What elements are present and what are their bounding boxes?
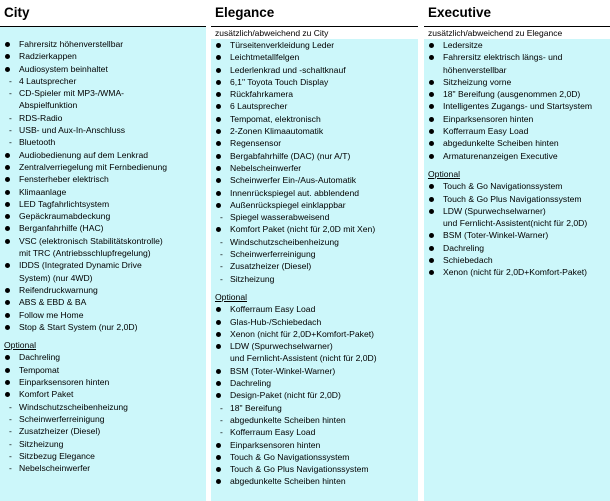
optional-heading: Optional — [4, 340, 37, 351]
feature-item: LED Tagfahrlichtsystem — [0, 198, 206, 210]
feature-item: Rückfahrkamera — [211, 88, 418, 100]
feature-item: BSM (Toter-Winkel-Warner) — [211, 365, 418, 377]
feature-item: abgedunkelte Scheiben hinten — [424, 137, 610, 149]
sub-feature-item: - Kofferraum Easy Load — [211, 426, 418, 438]
sub-feature-item: - Sitzheizung — [211, 273, 418, 285]
sub-feature-item: - Scheinwerferreinigung — [0, 413, 206, 425]
feature-item: abgedunkelte Scheiben hinten — [211, 475, 418, 487]
feature-item: Audiobedienung auf dem Lenkrad — [0, 149, 206, 161]
feature-item: ABS & EBD & BA — [0, 296, 206, 308]
feature-item: Xenon (nicht für 2,0D+Komfort-Paket) — [424, 266, 610, 278]
feature-item: LDW (Spurwechselwarner) — [211, 340, 418, 352]
column-body-elegance — [211, 39, 418, 501]
feature-item: Kofferraum Easy Load — [211, 303, 418, 315]
feature-item-continuation: höhenverstellbar — [443, 64, 507, 75]
feature-item: Follow me Home — [0, 309, 206, 321]
feature-item-continuation: und Fernlicht-Assistent (nicht für 2,0D) — [230, 353, 377, 364]
feature-item: Einparksensoren hinten — [211, 439, 418, 451]
feature-item: 6 Lautsprecher — [211, 100, 418, 112]
feature-item: Dachreling — [211, 377, 418, 389]
sub-feature-item: - Bluetooth — [0, 136, 206, 148]
sub-feature-item: - Zusatzheizer (Diesel) — [0, 425, 206, 437]
feature-item: Türseitenverkleidung Leder — [211, 39, 418, 51]
feature-item: Einparksensoren hinten — [0, 376, 206, 388]
feature-item: Fahrersitz elektrisch längs- und — [424, 51, 610, 63]
feature-item: Einparksensoren hinten — [424, 113, 610, 125]
feature-item: Kofferraum Easy Load — [424, 125, 610, 137]
feature-item: Ledersitze — [424, 39, 610, 51]
feature-item: 2-Zonen Klimaautomatik — [211, 125, 418, 137]
feature-item: Innenrückspiegel aut. abblendend — [211, 187, 418, 199]
feature-item: Touch & Go Navigationssystem — [424, 180, 610, 192]
feature-item-continuation: Abspielfunktion — [19, 100, 78, 111]
sub-feature-item: - Scheinwerferreinigung — [211, 248, 418, 260]
feature-list-executive — [424, 39, 610, 279]
column-city — [0, 0, 206, 501]
feature-item: Nebelscheinwerfer — [211, 162, 418, 174]
feature-item-continuation: und Fernlicht-Assistent(nicht für 2,0D) — [443, 218, 588, 229]
feature-item: Bergabfahrhilfe (DAC) (nur A/T) — [211, 150, 418, 162]
column-title-city: City — [0, 0, 206, 27]
feature-item: Dachreling — [0, 351, 206, 363]
feature-item: Reifendruckwarnung — [0, 284, 206, 296]
feature-list-elegance — [211, 39, 418, 488]
sub-feature-item: - Windschutzscheibenheizung — [211, 236, 418, 248]
feature-item: Außenrückspiegel einklappbar — [211, 199, 418, 211]
feature-item: Glas-Hub-/Schiebedach — [211, 316, 418, 328]
feature-item: Xenon (nicht für 2,0D+Komfort-Paket) — [211, 328, 418, 340]
feature-item: Radzierkappen — [0, 50, 206, 62]
sub-feature-item: - Sitzheizung — [0, 438, 206, 450]
optional-heading: Optional — [428, 168, 461, 179]
sub-feature-item: - 18" Bereifung — [211, 402, 418, 414]
feature-item: Gepäckraumabdeckung — [0, 210, 206, 222]
feature-item: Schiebedach — [424, 254, 610, 266]
feature-item: 6,1" Toyota Touch Display — [211, 76, 418, 88]
column-elegance — [211, 0, 418, 501]
column-title-elegance: Elegance — [211, 0, 418, 27]
feature-list-city — [0, 38, 206, 474]
feature-item-continuation: mit TRC (Antriebsschlupfregelung) — [19, 248, 151, 259]
sub-feature-item: - Zusatzheizer (Diesel) — [211, 260, 418, 272]
sub-feature-item: - RDS-Radio — [0, 112, 206, 124]
feature-item: Zentralverriegelung mit Fernbedienung — [0, 161, 206, 173]
sub-feature-item: - Windschutzscheibenheizung — [0, 401, 206, 413]
sub-feature-item: - Nebelscheinwerfer — [0, 462, 206, 474]
sub-feature-item: - CD-Spieler mit MP3-/WMA- — [0, 87, 206, 99]
feature-item: IDDS (Integrated Dynamic Drive — [0, 259, 206, 271]
sub-feature-item: - 4 Lautsprecher — [0, 75, 206, 87]
sub-feature-item: - Spiegel wasserabweisend — [211, 211, 418, 223]
sub-feature-item: - USB- und Aux-In-Anschluss — [0, 124, 206, 136]
column-subtitle-elegance: zusätzlich/abweichend zu City — [211, 27, 418, 39]
column-title-executive: Executive — [424, 0, 610, 27]
feature-item: Berganfahrhilfe (HAC) — [0, 222, 206, 234]
feature-item: 18" Bereifung (ausgenommen 2,0D) — [424, 88, 610, 100]
optional-heading: Optional — [215, 291, 248, 302]
feature-item: BSM (Toter-Winkel-Warner) — [424, 229, 610, 241]
sub-feature-item: - abgedunkelte Scheiben hinten — [211, 414, 418, 426]
feature-item: Touch & Go Plus Navigationssystem — [211, 463, 418, 475]
feature-item: Leichtmetallfelgen — [211, 51, 418, 63]
feature-item: Touch & Go Navigationssystem — [211, 451, 418, 463]
column-body-executive — [424, 39, 610, 501]
feature-item: Stop & Start System (nur 2,0D) — [0, 321, 206, 333]
feature-item: Regensensor — [211, 137, 418, 149]
feature-item: Tempomat — [0, 364, 206, 376]
feature-item: Fensterheber elektrisch — [0, 173, 206, 185]
column-subtitle-executive: zusätzlich/abweichend zu Elegance — [424, 27, 610, 39]
column-body-city — [0, 27, 206, 501]
feature-item: LDW (Spurwechselwarner) — [424, 205, 610, 217]
feature-item: Sitzheizung vorne — [424, 76, 610, 88]
feature-item: Lederlenkrad und -schaltknauf — [211, 64, 418, 76]
feature-item: Touch & Go Plus Navigationssystem — [424, 193, 610, 205]
feature-item: Dachreling — [424, 242, 610, 254]
column-executive — [424, 0, 610, 501]
feature-item: Audiosystem beinhaltet — [0, 63, 206, 75]
feature-item: Komfort Paket (nicht für 2,0D mit Xen) — [211, 223, 418, 235]
sub-feature-item: - Sitzbezug Elegance — [0, 450, 206, 462]
feature-item: Armaturenanzeigen Executive — [424, 150, 610, 162]
feature-item: Scheinwerfer Ein-/Aus-Automatik — [211, 174, 418, 186]
feature-item: Fahrersitz höhenverstellbar — [0, 38, 206, 50]
feature-item: Intelligentes Zugangs- und Startsystem — [424, 100, 610, 112]
feature-item: Design-Paket (nicht für 2,0D) — [211, 389, 418, 401]
feature-item: Komfort Paket — [0, 388, 206, 400]
feature-item: Klimaanlage — [0, 186, 206, 198]
feature-item: VSC (elektronisch Stabilitätskontrolle) — [0, 235, 206, 247]
feature-item: Tempomat, elektronisch — [211, 113, 418, 125]
feature-item-continuation: System) (nur 4WD) — [19, 272, 93, 283]
